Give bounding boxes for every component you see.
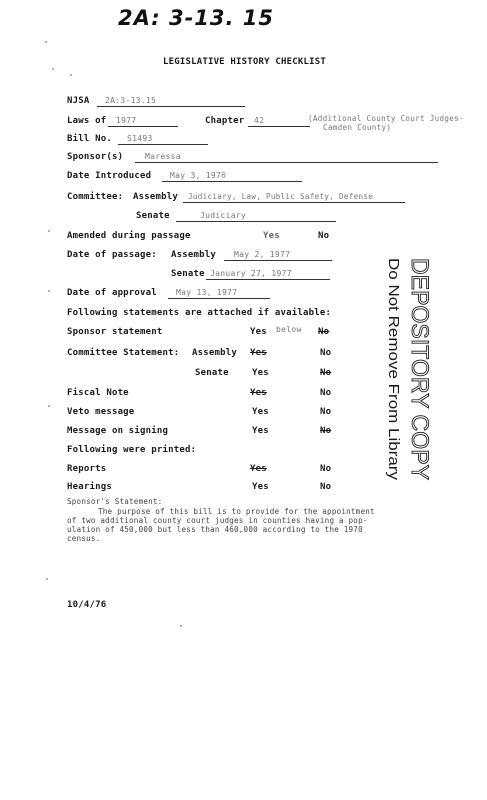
approval-value: May 13, 1977: [176, 288, 238, 297]
sponsor-label: Sponsor(s): [67, 152, 124, 162]
committee-assembly-value: Judiciary, Law, Public Safety, Defense: [188, 192, 374, 201]
committee-label: Committee:: [67, 192, 124, 202]
handwritten-header: 2A: 3-13. 15: [118, 6, 275, 30]
scan-speck: [45, 41, 47, 43]
reports-no: No: [320, 464, 332, 474]
committee-senate-label: Senate: [136, 211, 170, 221]
chapter-underline: [248, 126, 310, 127]
committee-statement-senate-yes: Yes: [252, 368, 269, 378]
reports-yes: Yes: [250, 464, 267, 474]
scan-speck: [46, 578, 48, 580]
reports-label: Reports: [67, 464, 107, 474]
scan-speck: [48, 290, 50, 292]
footer-date: 10/4/76: [67, 600, 107, 610]
chapter-note-line1: (Additional County Court Judges-: [308, 114, 464, 123]
sponsor-statement-line3: ulation of 450,000 but less than 460,000 according to the 1970: [67, 525, 363, 534]
committee-assembly-underline: [183, 202, 405, 203]
passage-assembly-underline: [224, 260, 332, 261]
date-introduced-underline: [162, 181, 302, 182]
sponsor-statement-line2: of two additional county court judges in counties having a pop-: [67, 516, 368, 525]
bill-no-value: S1493: [127, 134, 153, 143]
message-on-signing-label: Message on signing: [67, 426, 169, 436]
passage-assembly-label: Assembly: [171, 250, 216, 260]
committee-statement-assembly-no: No: [320, 348, 332, 358]
committee-senate-underline: [176, 221, 336, 222]
scan-speck: [70, 74, 72, 76]
message-on-signing-no: No: [320, 426, 332, 436]
fiscal-note-label: Fiscal Note: [67, 388, 129, 398]
passage-senate-label: Senate: [171, 269, 205, 279]
stamp-line2: Do Not Remove From Library: [385, 258, 401, 448]
committee-statement-label: Committee Statement:: [67, 348, 180, 358]
scan-speck: [48, 405, 50, 407]
committee-statement-assembly-label: Assembly: [192, 348, 237, 358]
hearings-no: No: [320, 482, 332, 492]
passage-label: Date of passage:: [67, 250, 157, 260]
following-attached-heading: Following statements are attached if available:: [67, 308, 332, 318]
following-printed-heading: Following were printed:: [67, 445, 197, 455]
bill-no-label: Bill No.: [67, 134, 112, 144]
sponsor-statement-yes-note: below: [276, 325, 302, 334]
chapter-note-line2: Camden County): [323, 123, 392, 132]
committee-statement-assembly-yes: Yes: [250, 348, 267, 358]
sponsor-statement-label: Sponsor statement: [67, 327, 163, 337]
veto-message-no: No: [320, 407, 332, 417]
njsa-underline: [97, 106, 245, 107]
amended-yes: Yes: [263, 231, 280, 241]
amended-no: No: [318, 231, 330, 241]
scan-speck: [52, 68, 54, 70]
depository-stamp: [385, 258, 434, 489]
approval-label: Date of approval: [67, 288, 157, 298]
sponsor-statement-heading: Sponsor's Statement:: [67, 497, 163, 506]
veto-message-label: Veto message: [67, 407, 135, 417]
message-on-signing-yes: Yes: [252, 426, 269, 436]
sponsor-statement-line4: census.: [67, 534, 101, 543]
sponsor-statement-line1: The purpose of this bill is to provide for the appointment: [98, 507, 375, 516]
njsa-value: 2A:3-13.15: [105, 96, 157, 105]
page-title: LEGISLATIVE HISTORY CHECKLIST: [163, 57, 326, 67]
scan-speck: [180, 625, 182, 627]
stamp-line1: DEPOSITORY COPY: [406, 258, 433, 489]
hearings-yes: Yes: [252, 482, 269, 492]
passage-senate-value: January 27, 1977: [210, 269, 292, 278]
chapter-value: 42: [254, 116, 265, 125]
amended-label: Amended during passage: [67, 231, 191, 241]
hearings-label: Hearings: [67, 482, 112, 492]
njsa-label: NJSA: [67, 96, 90, 106]
sponsor-value: Maressa: [145, 152, 181, 161]
date-introduced-label: Date Introduced: [67, 171, 152, 181]
passage-senate-underline: [206, 279, 330, 280]
sponsor-underline: [135, 162, 438, 163]
approval-underline: [168, 298, 270, 299]
bill-no-underline: [118, 144, 208, 145]
laws-of-label: Laws of: [67, 116, 107, 126]
fiscal-note-yes: Yes: [250, 388, 267, 398]
passage-assembly-value: May 2, 1977: [234, 250, 291, 259]
date-introduced-value: May 3, 1976: [170, 171, 227, 180]
chapter-label: Chapter: [205, 116, 245, 126]
sponsor-statement-no: No: [318, 327, 330, 337]
committee-assembly-label: Assembly: [133, 192, 178, 202]
committee-statement-senate-label: Senate: [195, 368, 229, 378]
sponsor-statement-yes: Yes: [250, 327, 267, 337]
veto-message-yes: Yes: [252, 407, 269, 417]
fiscal-note-no: No: [320, 388, 332, 398]
laws-of-value: 1977: [116, 116, 137, 125]
committee-senate-value: Judiciary: [200, 211, 247, 220]
laws-of-underline: [108, 126, 178, 127]
committee-statement-senate-no: No: [320, 368, 332, 378]
scan-speck: [48, 230, 50, 232]
